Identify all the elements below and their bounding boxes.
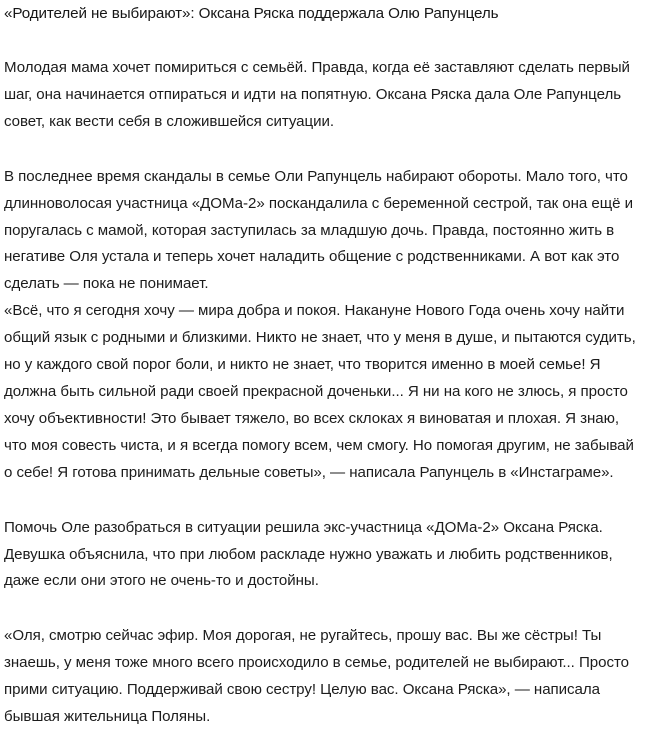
article-quote-rapunzel: «Всё, что я сегодня хочу — мира добра и покоя. Накануне Нового Года очень хочу найти общий язык с родными и близкими. Никто не знает, что у меня в душе, и пытаются судить, но у каждого свой порог боли, и никто не знает, что творится именно в моей семье! Я должна быть сильной ради своей прекрасной доченьки... Я ни на кого не злюсь, я просто хочу объективности! Это бывает тяжело, во всех склоках я виноватая и плохая. Я знаю, что моя совесть чиста, и я всегда помогу всем, чем смогу. Но помогая другим, не забывай о себе! Я готова принимать дельные советы», — написала Рапунцель в «Инстаграме». (4, 302, 636, 481)
article-paragraph-ryaska-intro: Помочь Оле разобраться в ситуации решила экс-участница «ДОМа-2» Оксана Ряска. Девушка объяснила, что при любом раскладе нужно уважать и любить родственников, даже если они этого не очень-то и достойны. (4, 518, 613, 590)
article-paragraph-intro: Молодая мама хочет помириться с семьёй. Правда, когда её заставляют сделать первый шаг, она начинается отпираться и идти на попятную. Оксана Ряска дала Оле Рапунцель совет, как вести себя в сложившейся ситуации. (4, 59, 630, 130)
article-paragraph-background: В последнее время скандалы в семье Оли Рапунцель набирают обороты. Мало того, что длинноволосая участница «ДОМа-2» поскандалила с беременной сестрой, так она ещё и поругалась с мамой, которая заступилась за младшую дочь. Правда, постоянно жить в негативе Оля устала и теперь хочет наладить общение с родственниками. А вот как это сделать — пока не понимает. (4, 167, 633, 293)
article-quote-ryaska: «Оля, смотрю сейчас эфир. Моя дорогая, не ругайтесь, прошу вас. Вы же сёстры! Ты знаешь, у меня тоже много всего происходило в семье, родителей не выбирают... Просто прими ситуацию. Поддерживай свою сестру! Целую вас. Оксана Ряска», — написала бывшая жительница Поляны. (4, 627, 629, 726)
article-title: «Родителей не выбирают»: Оксана Ряска поддержала Олю Рапунцель (4, 5, 499, 22)
